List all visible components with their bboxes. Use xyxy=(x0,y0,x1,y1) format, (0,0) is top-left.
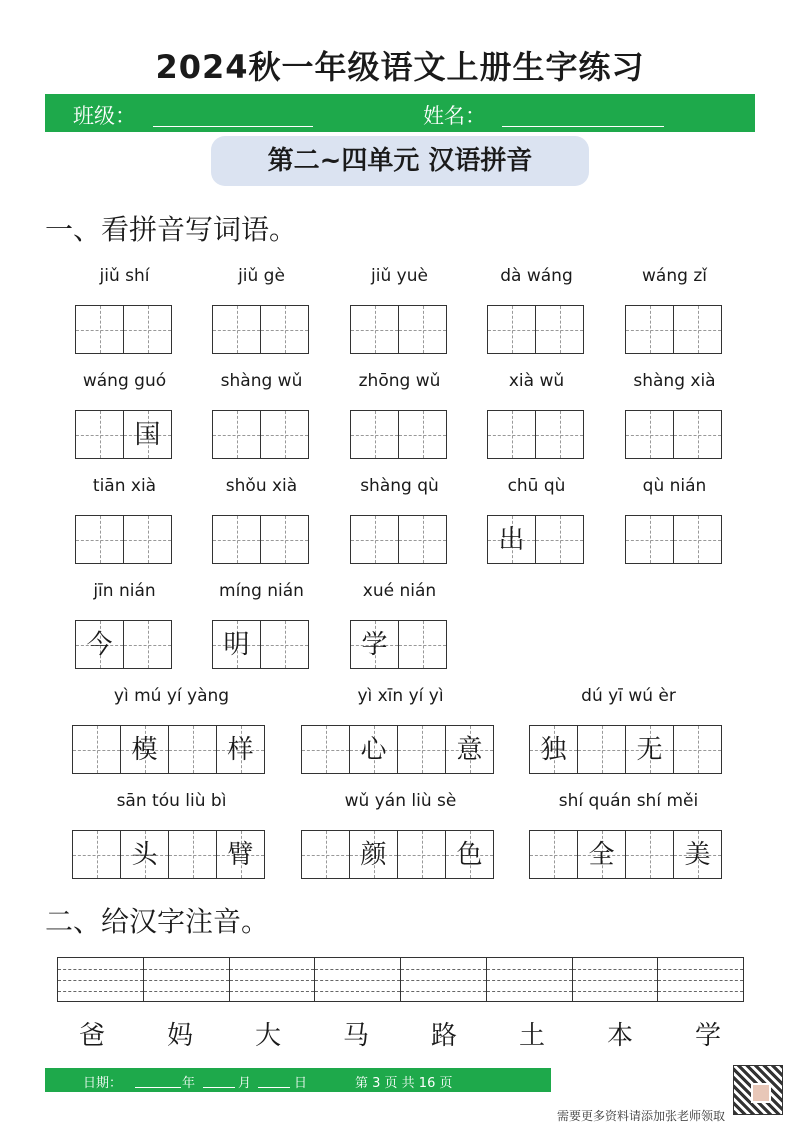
writing-cell[interactable] xyxy=(397,725,446,774)
given-char: 头 xyxy=(131,840,158,870)
given-char xyxy=(124,516,171,563)
page-number: 第 3 页 共 16 页 xyxy=(355,1076,453,1091)
word-grid xyxy=(75,305,171,354)
word-grid xyxy=(350,515,446,564)
writing-cell[interactable] xyxy=(75,620,124,669)
given-char xyxy=(76,516,123,563)
class-field[interactable] xyxy=(153,126,313,127)
given-char xyxy=(530,831,577,878)
writing-cell[interactable] xyxy=(123,410,172,459)
writing-cell[interactable] xyxy=(397,830,446,879)
given-char: 国 xyxy=(134,420,161,450)
pinyin-writing-band xyxy=(57,957,743,1002)
writing-cell[interactable] xyxy=(301,830,350,879)
annotate-char: 学 xyxy=(695,1021,722,1051)
writing-cell[interactable] xyxy=(212,305,261,354)
given-char xyxy=(536,516,583,563)
idiom-grid xyxy=(301,830,493,879)
given-char: 独 xyxy=(540,735,567,765)
writing-cell[interactable] xyxy=(535,410,584,459)
word-pinyin: tiān xià xyxy=(92,476,157,496)
given-char xyxy=(351,306,398,353)
annotate-char: 土 xyxy=(519,1021,546,1051)
writing-cell[interactable] xyxy=(168,830,217,879)
idiom-grid xyxy=(72,725,264,774)
pinyin-cell[interactable] xyxy=(314,957,401,1002)
writing-cell[interactable] xyxy=(123,620,172,669)
word-pinyin: jiǔ shí xyxy=(99,266,150,286)
word-grid xyxy=(75,620,171,669)
annotate-char: 路 xyxy=(431,1021,458,1051)
idiom-pinyin: yì xīn yí yì xyxy=(357,686,444,706)
given-char xyxy=(261,306,308,353)
writing-cell[interactable] xyxy=(120,830,169,879)
month-label: 月 xyxy=(238,1076,252,1091)
given-char xyxy=(76,306,123,353)
word-pinyin: qù nián xyxy=(642,476,707,496)
given-char: 无 xyxy=(636,735,663,765)
idiom-grid xyxy=(529,725,721,774)
writing-cell[interactable] xyxy=(625,305,674,354)
given-char: 臂 xyxy=(227,840,254,870)
idiom-grid xyxy=(301,725,493,774)
word-pinyin: chū qù xyxy=(507,476,566,496)
writing-cell[interactable] xyxy=(260,515,309,564)
word-pinyin: jiǔ gè xyxy=(238,266,285,286)
word-pinyin: dà wáng xyxy=(500,266,573,286)
given-char xyxy=(73,726,120,773)
given-char: 美 xyxy=(684,840,711,870)
day-label: 日 xyxy=(294,1076,308,1091)
writing-cell[interactable] xyxy=(72,725,121,774)
pinyin-cell[interactable] xyxy=(572,957,659,1002)
given-char xyxy=(626,411,673,458)
word-grid xyxy=(487,515,583,564)
given-char xyxy=(536,306,583,353)
writing-cell[interactable] xyxy=(673,830,722,879)
contact-note: 需要更多资料请添加张老师领取 xyxy=(557,1109,726,1123)
given-char xyxy=(578,726,625,773)
writing-cell[interactable] xyxy=(260,410,309,459)
writing-cell[interactable] xyxy=(625,725,674,774)
section-heading-2: 二、给汉字注音。 xyxy=(45,905,270,938)
writing-cell[interactable] xyxy=(673,725,722,774)
word-grid xyxy=(212,515,308,564)
writing-cell[interactable] xyxy=(349,725,398,774)
annotate-char: 本 xyxy=(607,1021,634,1051)
word-pinyin: míng nián xyxy=(219,581,304,601)
given-char xyxy=(536,411,583,458)
given-char xyxy=(399,411,446,458)
writing-cell[interactable] xyxy=(123,305,172,354)
idiom-pinyin: wǔ yán liù sè xyxy=(344,791,457,811)
given-char xyxy=(302,831,349,878)
given-char: 出 xyxy=(498,525,525,555)
given-char xyxy=(674,726,721,773)
year-label: 年 xyxy=(182,1076,196,1091)
given-char: 模 xyxy=(131,735,158,765)
word-grid xyxy=(350,305,446,354)
writing-cell[interactable] xyxy=(123,515,172,564)
writing-cell[interactable] xyxy=(487,410,536,459)
word-grid xyxy=(212,410,308,459)
word-grid xyxy=(75,410,171,459)
writing-cell[interactable] xyxy=(445,725,494,774)
given-char xyxy=(626,516,673,563)
pinyin-cell[interactable] xyxy=(486,957,573,1002)
unit-title: 第二~四单元 汉语拼音 xyxy=(211,136,589,186)
writing-cell[interactable] xyxy=(212,515,261,564)
given-char: 今 xyxy=(86,630,113,660)
word-grid xyxy=(350,410,446,459)
given-char xyxy=(213,411,260,458)
word-grid xyxy=(487,305,583,354)
writing-cell[interactable] xyxy=(75,305,124,354)
given-char: 心 xyxy=(360,735,387,765)
given-char xyxy=(169,831,216,878)
given-char xyxy=(73,831,120,878)
given-char xyxy=(261,411,308,458)
word-pinyin: jiǔ yuè xyxy=(371,266,428,286)
footer-bar xyxy=(45,1068,551,1092)
idiom-grid xyxy=(72,830,264,879)
writing-cell[interactable] xyxy=(487,305,536,354)
writing-cell[interactable] xyxy=(625,515,674,564)
pinyin-cell[interactable] xyxy=(143,957,230,1002)
word-grid xyxy=(625,410,721,459)
given-char: 全 xyxy=(588,840,615,870)
idiom-pinyin: shí quán shí měi xyxy=(558,791,699,811)
word-pinyin: shàng xià xyxy=(633,371,716,391)
pinyin-cell[interactable] xyxy=(229,957,316,1002)
writing-cell[interactable] xyxy=(72,830,121,879)
writing-cell[interactable] xyxy=(260,305,309,354)
writing-cell[interactable] xyxy=(577,725,626,774)
writing-cell[interactable] xyxy=(212,620,261,669)
writing-cell[interactable] xyxy=(529,725,578,774)
writing-cell[interactable] xyxy=(625,830,674,879)
idiom-pinyin: dú yī wú èr xyxy=(581,686,676,706)
word-pinyin: zhōng wǔ xyxy=(358,371,441,391)
writing-cell[interactable] xyxy=(216,725,265,774)
pinyin-cell[interactable] xyxy=(657,957,744,1002)
writing-cell[interactable] xyxy=(673,410,722,459)
pinyin-cell[interactable] xyxy=(400,957,487,1002)
given-char xyxy=(674,411,721,458)
writing-cell[interactable] xyxy=(350,410,399,459)
class-label: 班级： xyxy=(73,104,136,128)
word-pinyin: xué nián xyxy=(362,581,437,601)
given-char xyxy=(399,621,446,668)
writing-cell[interactable] xyxy=(398,620,447,669)
word-grid xyxy=(75,515,171,564)
pinyin-cell[interactable] xyxy=(57,957,144,1002)
word-pinyin: xià wǔ xyxy=(508,371,565,391)
annotate-char: 妈 xyxy=(167,1021,194,1051)
given-char xyxy=(213,306,260,353)
word-pinyin: shàng wǔ xyxy=(220,371,303,391)
qr-code-icon xyxy=(733,1065,783,1115)
writing-cell[interactable] xyxy=(398,305,447,354)
writing-cell[interactable] xyxy=(445,830,494,879)
writing-cell[interactable] xyxy=(398,515,447,564)
writing-cell[interactable] xyxy=(535,305,584,354)
writing-cell[interactable] xyxy=(350,515,399,564)
word-pinyin: shǒu xià xyxy=(225,476,298,496)
given-char: 颜 xyxy=(360,840,387,870)
writing-cell[interactable] xyxy=(349,830,398,879)
annotate-char: 马 xyxy=(343,1021,370,1051)
name-label: 姓名： xyxy=(423,104,486,128)
given-char xyxy=(399,306,446,353)
word-pinyin: shàng qù xyxy=(360,476,439,496)
name-field[interactable] xyxy=(502,126,664,127)
word-grid xyxy=(212,305,308,354)
given-char xyxy=(261,516,308,563)
writing-cell[interactable] xyxy=(625,410,674,459)
annotate-char: 爸 xyxy=(79,1021,106,1051)
writing-cell[interactable] xyxy=(529,830,578,879)
writing-cell[interactable] xyxy=(350,305,399,354)
given-char xyxy=(261,621,308,668)
given-char xyxy=(674,516,721,563)
writing-cell[interactable] xyxy=(216,830,265,879)
annotate-char: 大 xyxy=(255,1021,282,1051)
word-grid xyxy=(212,620,308,669)
given-char: 色 xyxy=(456,840,483,870)
writing-cell[interactable] xyxy=(168,725,217,774)
given-char xyxy=(213,516,260,563)
given-char: 学 xyxy=(361,630,388,660)
given-char xyxy=(398,831,445,878)
given-char: 明 xyxy=(223,630,250,660)
writing-cell[interactable] xyxy=(301,725,350,774)
page-title: 2024秋一年级语文上册生字练习 xyxy=(155,48,645,86)
given-char: 意 xyxy=(456,735,483,765)
word-pinyin: wáng zǐ xyxy=(642,266,707,286)
writing-cell[interactable] xyxy=(75,410,124,459)
given-char xyxy=(488,411,535,458)
given-char xyxy=(399,516,446,563)
writing-cell[interactable] xyxy=(350,620,399,669)
writing-cell[interactable] xyxy=(212,410,261,459)
writing-cell[interactable] xyxy=(75,515,124,564)
given-char xyxy=(124,621,171,668)
idiom-pinyin: yì mú yí yàng xyxy=(113,686,230,706)
writing-cell[interactable] xyxy=(535,515,584,564)
given-char xyxy=(76,411,123,458)
given-char xyxy=(398,726,445,773)
date-label: 日期： xyxy=(83,1076,123,1091)
section-heading-1: 一、看拼音写词语。 xyxy=(45,213,298,246)
writing-cell[interactable] xyxy=(673,515,722,564)
word-pinyin: jīn nián xyxy=(93,581,156,601)
given-char xyxy=(351,411,398,458)
given-char xyxy=(302,726,349,773)
word-pinyin: wáng guó xyxy=(82,371,167,391)
idiom-pinyin: sān tóu liù bì xyxy=(116,791,227,811)
given-char xyxy=(488,306,535,353)
given-char xyxy=(124,306,171,353)
given-char xyxy=(626,306,673,353)
idiom-grid xyxy=(529,830,721,879)
writing-cell[interactable] xyxy=(673,305,722,354)
given-char xyxy=(351,516,398,563)
writing-cell[interactable] xyxy=(120,725,169,774)
given-char xyxy=(674,306,721,353)
writing-cell[interactable] xyxy=(487,515,536,564)
word-grid xyxy=(625,305,721,354)
given-char xyxy=(626,831,673,878)
word-grid xyxy=(350,620,446,669)
writing-cell[interactable] xyxy=(260,620,309,669)
given-char: 样 xyxy=(227,735,254,765)
writing-cell[interactable] xyxy=(577,830,626,879)
writing-cell[interactable] xyxy=(398,410,447,459)
word-grid xyxy=(487,410,583,459)
given-char xyxy=(169,726,216,773)
name-bar xyxy=(45,94,755,132)
word-grid xyxy=(625,515,721,564)
